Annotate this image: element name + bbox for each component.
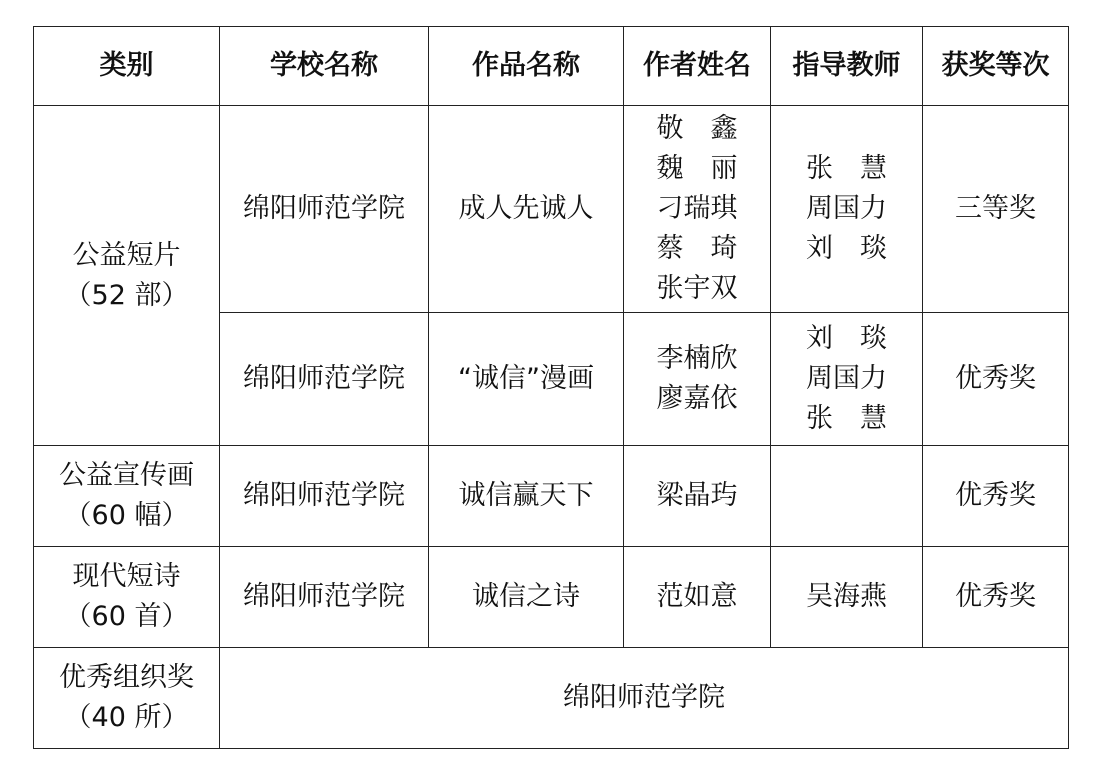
author-name: 魏 丽 [656,153,738,184]
work-cell: 成人先诚人 [429,106,624,313]
school-cell: 绵阳师范学院 [220,446,429,547]
table-row [34,106,1069,313]
category-cell [34,547,220,648]
header-advisors: 指导教师 [771,27,923,106]
category-name: 公益宣传画 [59,460,194,491]
header-work: 作品名称 [429,27,624,106]
author-name: 刁瑞琪 [656,193,738,224]
school-cell: 绵阳师范学院 [220,313,429,446]
table-row [34,547,1069,648]
authors-cell [624,106,771,313]
awards-table [33,26,1069,749]
advisor-name: 刘 琰 [806,323,887,354]
author-name: 李楠欣 [656,343,738,374]
org-award-school-cell: 绵阳师范学院 [220,648,1069,749]
author-name: 蔡 琦 [656,233,738,264]
school-cell: 绵阳师范学院 [220,106,429,313]
advisors-cell [771,446,923,547]
header-authors: 作者姓名 [624,27,771,106]
author-name: 敬 鑫 [656,113,738,144]
school-cell: 绵阳师范学院 [220,547,429,648]
authors-cell [624,313,771,446]
category-name: 公益短片 [72,239,181,271]
author-name: 廖嘉依 [656,383,738,414]
category-count: （60 首） [64,601,189,632]
advisor-name: 刘 琰 [806,233,887,264]
category-count: （52 部） [64,279,189,311]
award-cell: 优秀奖 [923,313,1069,446]
category-cell [34,648,220,749]
advisors-cell [771,313,923,446]
work-cell: 诚信赢天下 [429,446,624,547]
advisors-cell [771,106,923,313]
header-award: 获奖等次 [923,27,1069,106]
category-count: （40 所） [64,702,189,733]
work-cell: “诚信”漫画 [429,313,624,446]
category-cell [34,106,220,446]
award-cell: 优秀奖 [923,547,1069,648]
work-cell: 诚信之诗 [429,547,624,648]
advisors-cell: 吴海燕 [771,547,923,648]
category-name: 优秀组织奖 [59,662,194,693]
header-row [34,27,1069,106]
authors-cell: 梁晶玙 [624,446,771,547]
category-cell [34,446,220,547]
advisor-name: 周国力 [806,363,887,394]
award-cell: 优秀奖 [923,446,1069,547]
table-row [34,648,1069,749]
advisor-name: 张 慧 [806,403,887,434]
authors-cell: 范如意 [624,547,771,648]
table-row [34,446,1069,547]
advisor-name: 张 慧 [806,153,887,184]
header-category: 类别 [34,27,220,106]
award-cell: 三等奖 [923,106,1069,313]
advisor-name: 周国力 [806,193,887,224]
header-school: 学校名称 [220,27,429,106]
author-name: 张宇双 [656,273,738,304]
category-name: 现代短诗 [72,561,181,592]
category-count: （60 幅） [64,500,189,531]
